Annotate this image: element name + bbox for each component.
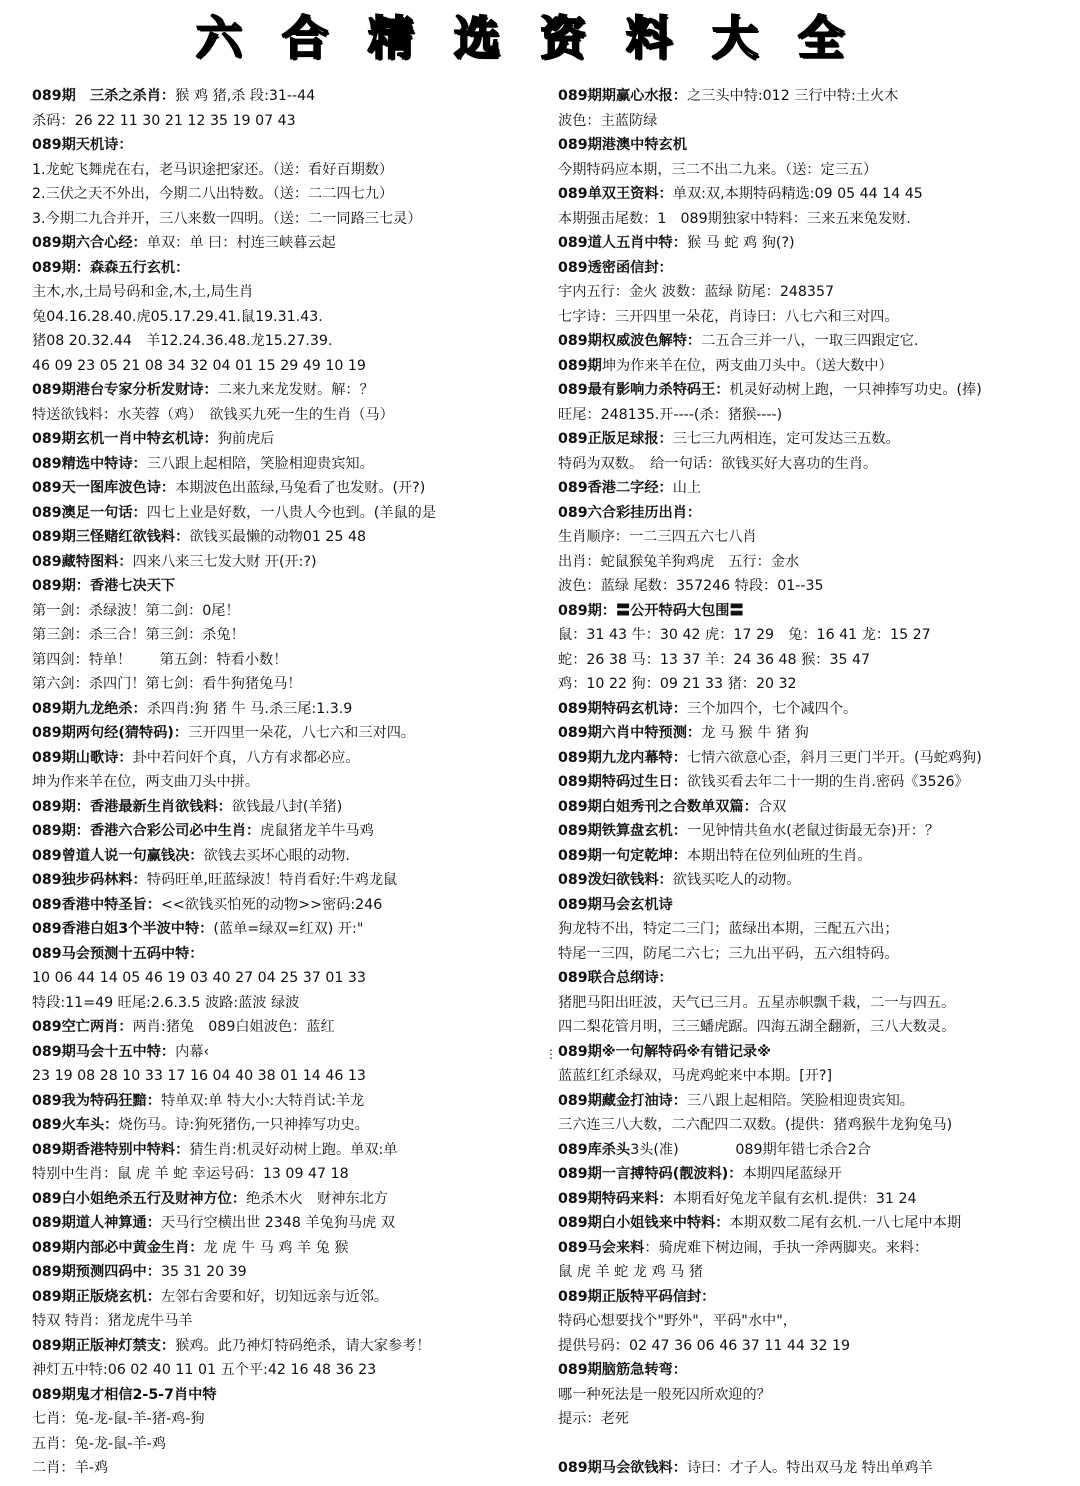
line-heading: 089期两句经(猜特码)：	[32, 725, 189, 741]
text-line	[558, 917, 1073, 942]
text-line	[32, 868, 562, 893]
text-line	[32, 305, 562, 330]
line-text: 二肖：羊-鸡	[32, 1460, 109, 1476]
line-text: 坤为作来羊在位，两支曲刀头中。（送大数中）	[601, 357, 893, 374]
line-heading: 089最有影响力杀特码王：	[558, 382, 730, 398]
text-line	[32, 1187, 562, 1212]
line-text: 二五合三并一八，一取三四跟定它.	[701, 333, 919, 349]
text-line	[558, 942, 1073, 967]
line-heading: 089空亡两肖：	[32, 1019, 133, 1035]
line-heading: 089期六合心经：	[32, 235, 147, 251]
line-heading: 089泼妇欲钱料：	[558, 872, 673, 888]
line-heading: 089期正版烧玄机：	[32, 1288, 161, 1305]
text-line	[558, 280, 1073, 305]
line-text: 四七上业是好数，一八贵人今也到。(羊鼠的是	[146, 504, 437, 521]
line-heading: 089天一图库波色诗：	[32, 480, 176, 496]
text-line	[32, 329, 562, 354]
line-text: 3.今期二九合并开，三八来数一四明。（送：二一同路三七灵）	[32, 210, 422, 227]
text-line	[32, 84, 562, 109]
line-text: 本期双数二尾有玄机.一八七尾中本期	[729, 1215, 962, 1231]
line-heading: 089期一言搏特码(靓波料)：	[558, 1166, 743, 1182]
line-text: 10 06 44 14 05 46 19 03 40 27 04 25 37 01 33	[32, 970, 366, 986]
line-text: 46 09 23 05 21 08 34 32 04 01 15 29 49 10 19	[32, 357, 366, 374]
text-line	[558, 623, 1073, 648]
line-text: 欲钱买看去年二十一期的生肖.密码《3526》	[686, 774, 969, 790]
line-text: <<欲钱买怕死的动物>>密码:246	[160, 896, 383, 913]
line-text: 龙 马 猴 牛 猪 狗	[701, 725, 809, 741]
line-heading: 089期马会欲钱料：	[558, 1460, 687, 1476]
line-heading: 089单双王资料：	[558, 186, 673, 202]
text-line	[558, 1334, 1073, 1359]
line-heading: 089马会来料	[558, 1239, 645, 1256]
text-line	[32, 1015, 562, 1040]
text-line	[32, 1211, 562, 1236]
line-text: 特双 特肖：猪龙虎牛马羊	[32, 1313, 193, 1329]
line-text: 四来八来三七发大财 开(开:?)	[132, 553, 317, 570]
text-line	[32, 721, 562, 746]
text-line	[558, 1432, 1073, 1457]
line-text: 七情六欲意心歪，斜月三更门半开。(马蛇鸡狗)	[686, 749, 982, 766]
text-line	[32, 770, 562, 795]
text-line	[32, 746, 562, 771]
text-line	[558, 1358, 1073, 1383]
line-heading: 089精选中特诗：	[32, 455, 147, 472]
line-text: ：骑虎难下树边闹，手执一斧两脚夹。来料：	[644, 1239, 929, 1256]
line-text: 欲钱最八封(羊猪)	[231, 798, 343, 815]
line-text: 特码为双数。 给一句话：欲钱买好大喜功的生肖。	[558, 455, 878, 472]
line-text: 三八跟上起相陪，笑脸相迎贵宾知。	[146, 455, 374, 472]
text-line	[558, 648, 1073, 673]
text-line	[32, 1334, 562, 1359]
text-line	[32, 109, 562, 134]
line-heading: 089独步码林料：	[32, 872, 147, 888]
line-text: 第六剑：杀四门！第七剑：看牛狗猪兔马！	[32, 676, 302, 692]
line-text: 提示：老死	[558, 1411, 629, 1427]
text-line	[558, 1211, 1073, 1236]
text-line	[32, 476, 562, 501]
line-heading: 089联合总纲诗：	[558, 970, 673, 986]
text-line	[558, 1162, 1073, 1187]
line-heading: 089期正版神灯禁支：	[32, 1337, 176, 1354]
text-line	[558, 1383, 1073, 1408]
line-text: 本期波色出蓝绿,马兔看了也发财。(开?)	[175, 480, 426, 496]
line-text: 单双：单 曰：村连三峡暮云起	[146, 235, 336, 251]
line-text: 三八跟上起相陪。笑脸相迎贵宾知。	[686, 1092, 914, 1109]
line-text: 特别中生肖：鼠 虎 羊 蛇 幸运号码：13 09 47 18	[32, 1166, 349, 1182]
line-heading: 089火车头：	[32, 1117, 119, 1133]
text-line	[558, 452, 1073, 477]
line-heading: 089期三怪赌红欲钱料：	[32, 529, 190, 545]
line-text: 狗前虎后	[217, 431, 275, 447]
line-heading: 089香港中特圣旨：	[32, 896, 161, 913]
text-line	[558, 893, 1073, 918]
line-text: 主木,水,土局号码和金,木,土,局生肖	[32, 284, 254, 300]
page-title: 六合精选资料大全	[196, 11, 884, 65]
text-line	[558, 966, 1073, 991]
line-heading: 089期藏金打油诗：	[558, 1092, 687, 1109]
line-text: 狗龙特不出，特定二三门；蓝绿出本期，三配五六出；	[558, 921, 899, 937]
text-line	[32, 599, 562, 624]
line-text: 第一剑：杀绿波！第二剑：0尾！	[32, 602, 240, 619]
line-heading: 089正版足球报：	[558, 431, 673, 447]
text-line	[32, 256, 562, 281]
line-text: 本期四尾蓝绿开	[742, 1166, 842, 1182]
text-line	[32, 182, 562, 207]
line-text: 兔04.16.28.40.虎05.17.29.41.鼠19.31.43.	[32, 308, 323, 325]
text-line	[558, 378, 1073, 403]
line-text: 虎鼠猪龙羊牛马鸡	[260, 823, 374, 839]
line-text: 合双	[757, 798, 787, 815]
line-text: 左邻右舍要和好，切知远亲与近邻。	[160, 1288, 388, 1305]
line-heading: 089期白小姐钱来中特料：	[558, 1215, 730, 1231]
line-text: 特段:11=49 旺尾:2.6.3.5 波路:蓝波 绿波	[32, 994, 300, 1011]
line-text: 蓝蓝红红杀绿双，马虎鸡蛇来中本期。[开?]	[558, 1068, 832, 1084]
line-text: 五肖：兔-龙-鼠-羊-鸡	[32, 1435, 166, 1452]
line-heading: 089期港澳中特玄机	[558, 137, 687, 153]
text-line	[32, 280, 562, 305]
line-text: 卦中若问奸个真，八方有求都必应。	[132, 749, 360, 766]
line-heading: 089期道人神算通：	[32, 1215, 161, 1231]
line-text: 三开四里一朵花，八七六和三对四。	[188, 725, 416, 741]
line-heading: 089期期赢心水报：	[558, 88, 687, 104]
line-text: 一见钟情共鱼水(老鼠过街最无奈)开：？	[686, 823, 940, 839]
text-line	[558, 868, 1073, 893]
text-line	[558, 991, 1073, 1016]
text-line	[32, 648, 562, 673]
line-text: (蓝单=绿双=红双) 开:"	[213, 921, 364, 937]
text-line	[32, 844, 562, 869]
line-heading: 089透密函信封：	[558, 259, 673, 276]
line-text: 出肖：蛇鼠猴兔羊狗鸡虎 五行：金水	[558, 553, 800, 570]
line-heading: 089六合彩挂历出肖：	[558, 504, 702, 521]
text-line	[32, 1040, 562, 1065]
line-text: 二来九来龙发财。解：？	[217, 382, 374, 398]
line-heading: 089期特码过生日：	[558, 774, 687, 790]
line-text: 七肖：兔-龙-鼠-羊-猪-鸡-狗	[32, 1411, 205, 1427]
text-line	[32, 354, 562, 379]
line-text: 鸡：10 22 狗：09 21 33 猪：20 32	[558, 676, 797, 692]
text-line	[32, 917, 562, 942]
line-text: 第四剑：特单！ 第五剑：特看小数！	[32, 651, 288, 668]
text-line	[558, 256, 1073, 281]
line-heading: 089期天机诗：	[32, 137, 133, 153]
line-text: 蛇：26 38 马：13 37 羊：24 36 48 猴：35 47	[558, 651, 871, 668]
text-line	[32, 1260, 562, 1285]
line-heading: 089期香港特别中特料：	[32, 1141, 190, 1158]
line-text: 欲钱买最懒的动物01 25 48	[189, 529, 366, 545]
line-text: 特码旺单,旺蓝绿波！特肖看好:牛鸡龙鼠	[146, 872, 398, 888]
line-heading: 089期 三杀之杀肖：	[32, 88, 176, 104]
text-line	[32, 501, 562, 526]
text-line	[558, 1236, 1073, 1261]
line-text: 内幕‹	[175, 1043, 210, 1060]
line-text: 山上	[672, 480, 702, 496]
text-line	[558, 109, 1073, 134]
line-heading: 089期正版特平码信封：	[558, 1288, 716, 1305]
text-line	[32, 574, 562, 599]
text-line	[558, 550, 1073, 575]
line-text: 两肖:猪兔 089白姐波色：蓝红	[132, 1019, 335, 1035]
line-heading: 089期玄机一肖中特玄机诗：	[32, 431, 218, 447]
text-line	[32, 1089, 562, 1114]
text-line	[32, 1236, 562, 1261]
line-text: 猪肥马阳出旺波，天气已三月。五星赤帜飘千栽，二一与四五。	[558, 994, 956, 1011]
text-line	[558, 1407, 1073, 1432]
line-heading: 089白小姐绝杀五行及财神方位：	[32, 1190, 247, 1207]
line-text: 三七三九两相连，定可发达三五数。	[672, 431, 900, 447]
text-line	[32, 452, 562, 477]
text-line	[558, 1260, 1073, 1285]
line-text: 特单双:单 特大小:大特肖试:羊龙	[160, 1092, 365, 1109]
text-line	[558, 525, 1073, 550]
text-line	[32, 133, 562, 158]
text-line	[558, 1015, 1073, 1040]
text-line	[32, 1383, 562, 1408]
line-heading: 089期特码玄机诗：	[558, 700, 687, 717]
line-text: 四二梨花管月明，三三蟠虎踞。四海五湖全翻新，三八大数灵。	[558, 1019, 956, 1035]
text-line	[32, 1456, 562, 1481]
line-heading: 089期：香港六合彩公司必中生肖：	[32, 823, 261, 839]
line-heading: 089曾道人说一句赢钱决：	[32, 847, 204, 864]
line-text: 杀码：26 22 11 30 21 12 35 19 07 43	[32, 112, 296, 129]
line-heading: 089期脑筋急转弯：	[558, 1362, 687, 1378]
text-line	[558, 770, 1073, 795]
line-text: 提供号码：02 47 36 06 46 37 11 44 32 19	[558, 1337, 851, 1354]
line-text: 35 31 20 39	[160, 1264, 247, 1280]
text-line	[558, 1089, 1073, 1114]
line-heading: 089期特码来料：	[558, 1190, 673, 1207]
text-line	[558, 1456, 1073, 1481]
line-text: 绝杀木火 财神东北方	[246, 1190, 388, 1207]
text-line	[558, 1064, 1073, 1089]
line-heading: 089期：香港最新生肖欲钱料：	[32, 798, 232, 815]
line-text: 猴 马 蛇 鸡 狗(?)	[686, 235, 795, 251]
line-text: 旺尾：248135.开----(杀：猪猴----)	[558, 406, 783, 423]
line-text: 鼠：31 43 牛：30 42 虎：17 29 兔：16 41 龙：15 27	[558, 627, 931, 643]
line-text: 3头(准) 089期年错七杀合2合	[630, 1141, 871, 1158]
text-line	[32, 231, 562, 256]
text-line	[32, 550, 562, 575]
line-heading: 089澳足一句话：	[32, 504, 147, 521]
text-line	[558, 795, 1073, 820]
text-line	[32, 427, 562, 452]
line-text: 哪一种死法是一般死囚所欢迎的？	[558, 1386, 771, 1403]
line-heading: 089期内部必中黄金生肖：	[32, 1239, 204, 1256]
line-text: 波色：主蓝防绿	[558, 112, 658, 129]
text-line	[558, 1138, 1073, 1163]
text-line	[558, 574, 1073, 599]
text-line	[32, 378, 562, 403]
text-line	[558, 746, 1073, 771]
text-line	[32, 672, 562, 697]
text-line	[558, 1309, 1073, 1334]
line-heading: 089藏特图料：	[32, 553, 133, 570]
line-heading: 089期九龙内幕特：	[558, 749, 687, 766]
text-line	[558, 207, 1073, 232]
line-heading: 089我为特码狂黯：	[32, 1092, 161, 1109]
text-line	[558, 476, 1073, 501]
text-line	[32, 1432, 562, 1457]
line-heading: 089期马会十五中特：	[32, 1043, 176, 1060]
text-line	[558, 672, 1073, 697]
line-heading: 089马会预测十五码中特：	[32, 945, 204, 962]
text-line	[32, 1162, 562, 1187]
line-text: 特码心想要找个"野外"，平码"水中"，	[558, 1313, 797, 1329]
line-heading: 089期铁算盘玄机：	[558, 823, 687, 839]
text-line	[32, 403, 562, 428]
line-text: 机灵好动树上跑，一只神捧写功史。(捧)	[729, 382, 982, 398]
text-line	[558, 329, 1073, 354]
line-text: 今期特码应本期，三二不出二九来。（送：定三五）	[558, 161, 878, 178]
text-line	[32, 623, 562, 648]
text-line	[32, 158, 562, 183]
text-line	[558, 1040, 1073, 1065]
text-line	[558, 599, 1073, 624]
line-text: 七字诗：三开四里一朵花，肖诗曰：八七六和三对四。	[558, 308, 899, 325]
text-line	[32, 991, 562, 1016]
text-line	[32, 1064, 562, 1089]
text-line	[558, 305, 1073, 330]
line-text: 特尾一三四，防尾二六七；三九出平码，五六组特码。	[558, 945, 899, 962]
text-line	[558, 231, 1073, 256]
line-heading: 089期鬼才相信2-5-7肖中特	[32, 1386, 217, 1403]
text-line	[558, 182, 1073, 207]
text-line	[32, 1309, 562, 1334]
text-line	[32, 1113, 562, 1138]
line-text: 本期看好兔龙羊鼠有玄机.提供：31 24	[672, 1190, 917, 1207]
line-text: 神灯五中特:06 02 40 11 01 五个平:42 16 48 36 23	[32, 1362, 377, 1378]
right-column	[558, 84, 1073, 1481]
line-text: 猴鸡。此乃神灯特码绝杀，请大家参考！	[175, 1337, 431, 1354]
line-heading: 089香港白姐3个半波中特：	[32, 921, 214, 937]
text-line	[32, 893, 562, 918]
line-text: 2.三伏之天不外出，今期二八出特数。（送：二二四七九）	[32, 186, 394, 202]
line-heading: 089道人五肖中特：	[558, 235, 687, 251]
line-text: 烧伤马。诗:狗死猪伤,一只神捧写功史。	[118, 1117, 369, 1133]
line-heading: 089期：香港七决天下	[32, 578, 176, 594]
text-line	[558, 1113, 1073, 1138]
line-text: 龙 虎 牛 马 鸡 羊 兔 猴	[203, 1239, 349, 1256]
line-heading: 089香港二字经：	[558, 480, 673, 496]
line-heading: 089期※一句解特码※有错记录※	[558, 1043, 771, 1060]
line-text: 本期出特在位列仙班的生肖。	[686, 847, 872, 864]
line-text: 宇内五行：金火 波数：蓝绿 防尾：248357	[558, 284, 834, 300]
line-text: 第三剑：杀三合！第三剑：杀兔！	[32, 627, 245, 643]
line-heading: 089库杀头	[558, 1141, 631, 1158]
line-heading: 089期九龙绝杀：	[32, 700, 147, 717]
margin-mark: ⋮	[545, 1047, 557, 1061]
line-text: 波色：蓝绿 尾数：357246 特段：01--35	[558, 578, 824, 594]
line-heading: 089期：〓公开特码大包围〓	[558, 602, 744, 619]
line-text: 生肖顺序：一二三四五六七八肖	[558, 529, 757, 545]
text-line	[558, 403, 1073, 428]
text-line	[32, 942, 562, 967]
line-heading: 089期马会玄机诗	[558, 896, 673, 913]
line-text: 之三头中特:012 三行中特:土火木	[686, 88, 899, 104]
line-heading: 089期六肖中特预测：	[558, 725, 702, 741]
line-heading: 089期	[558, 357, 602, 374]
text-line	[32, 207, 562, 232]
text-line	[558, 427, 1073, 452]
line-text: 诗曰：才子人。特出双马龙 特出单鸡羊	[686, 1460, 933, 1476]
text-line	[558, 844, 1073, 869]
text-line	[32, 1138, 562, 1163]
text-line	[32, 966, 562, 991]
left-column	[32, 84, 562, 1481]
line-heading: 089期港台专家分析发财诗：	[32, 382, 218, 398]
text-line	[32, 819, 562, 844]
text-line	[32, 525, 562, 550]
line-text: 1.龙蛇飞舞虎在右，老马识途把家还。（送：看好百期数）	[32, 161, 394, 178]
text-line	[32, 1407, 562, 1432]
line-text: 特送欲钱料：水芙蓉（鸡） 欲钱买九死一生的生肖（马）	[32, 406, 394, 423]
line-text: 欲钱买吃人的动物。	[672, 872, 801, 888]
line-heading: 089期山歌诗：	[32, 749, 133, 766]
text-line	[558, 84, 1073, 109]
line-heading: 089期白姐秀刊之合数单双篇：	[558, 798, 758, 815]
line-text: 猜生肖:机灵好动树上跑。单双:单	[189, 1141, 398, 1158]
text-line	[32, 1285, 562, 1310]
line-text: 三个加四个，七个减四个。	[686, 700, 858, 717]
line-text: 坤为作来羊在位，两支曲刀头中拼。	[32, 774, 260, 790]
text-line	[558, 721, 1073, 746]
text-line	[558, 501, 1073, 526]
text-line	[558, 697, 1073, 722]
text-line	[32, 697, 562, 722]
text-line	[558, 354, 1073, 379]
text-line	[558, 133, 1073, 158]
text-line	[558, 1285, 1073, 1310]
line-text: 单双:双,本期特码精选:09 05 44 14 45	[672, 186, 923, 202]
line-text: 欲钱去买坏心眼的动物.	[203, 847, 350, 864]
line-heading: 089期一句定乾坤：	[558, 847, 687, 864]
text-line	[558, 819, 1073, 844]
line-text: 猴 鸡 猪,杀 段:31--44	[175, 88, 316, 104]
line-text: 鼠 虎 羊 蛇 龙 鸡 马 猪	[558, 1264, 704, 1280]
text-line	[558, 158, 1073, 183]
text-line	[32, 1358, 562, 1383]
line-text: 本期强击尾数：1 089期独家中特料：三来五来兔发财.	[558, 210, 911, 227]
line-text: 三六连三八大数，二六配四二双数。(提供：猪鸡猴牛龙狗兔马)	[558, 1117, 953, 1133]
line-heading: 089期：森森五行玄机：	[32, 259, 190, 276]
line-text: 天马行空横出世 2348 羊兔狗马虎 双	[160, 1215, 396, 1231]
text-line	[32, 795, 562, 820]
line-heading: 089期权威波色解特：	[558, 333, 702, 349]
line-heading: 089期预测四码中：	[32, 1264, 161, 1280]
line-text: 杀四肖:狗 猪 牛 马.杀三尾:1.3.9	[146, 700, 353, 717]
line-text: 猪08 20.32.44 羊12.24.36.48.龙15.27.39.	[32, 333, 333, 349]
text-line	[558, 1187, 1073, 1212]
line-text: 23 19 08 28 10 33 17 16 04 40 38 01 14 46 13	[32, 1068, 366, 1084]
